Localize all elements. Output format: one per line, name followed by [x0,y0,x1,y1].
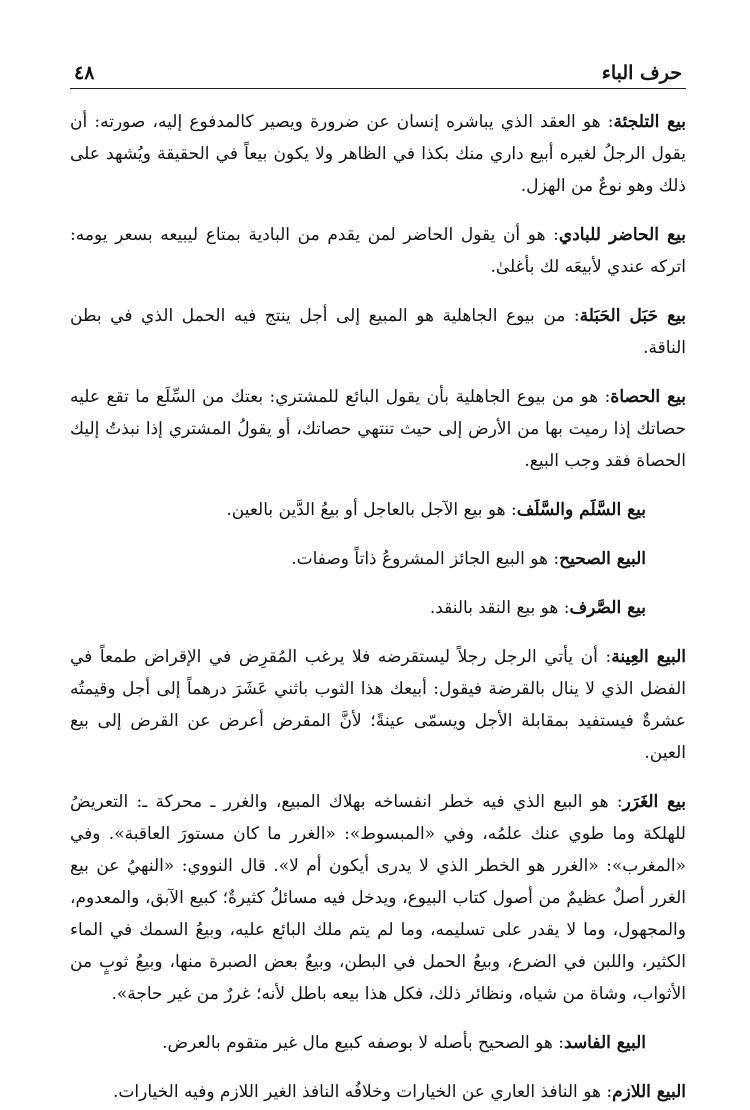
entry-term: بيع السَّلَم والسَّلَف [516,500,646,520]
entry-bay-hadir-lilbadi [70,219,686,283]
book-page [70,50,686,1110]
entry-definition: : هو بيع الآجل بالعاجل أو بيعُ الدَّين بالعين. [226,500,517,520]
entry-bay-habal-alhabala [70,300,686,364]
entry-term: البيع العِينة [611,647,687,667]
page-number: ٤٨ [74,62,95,84]
entry-term: البيع الصحيح [559,549,646,569]
entry-term: بيع التلجئة [613,112,686,132]
entry-term: بيع الحصاة [610,387,686,407]
entry-term: بيع حَبَل الحَبَلة [579,306,686,326]
entry-bay-lazim [70,1076,686,1108]
entry-definition: : هو البيع الذي فيه خطر انفساخه بهلاك المبيع، والغرر ـ محركة ـ: التعريضُ للهلكة وما طوي عنك علمُه، وفي «المبسوط»: «الغرر ما كان مستورَ العاقبة». وفي «المغرب»: «الغرر هو الخطر الذي لا يدرى أيكون أم لا». قال النووي: «النهيُ عن بيع الغرر أصلٌ عظيمٌ من أصول كتاب البيوع، ويدخل فيه مسائلُ كثيرةٌ؛ كبيع الآبق، والمعدوم، والمجهول، وما لا يقدر على تسليمه، وما لم يتم ملك البائع عليه، وبيعُ السمك في الماء الكثير، واللبن في الضرع، وبيعُ الحمل في البطن، وبيعُ بعض الصبرة منها، وبيعُ ثوبٍ من الأثواب، وشاة من شياه، ونظائر ذلك، فكل هذا بيعه باطل لأنه؛ غررٌ من غير حاجة». [70,792,686,1004]
entry-bay-fasid [70,1027,686,1059]
page-header [70,50,686,89]
entry-definition: : هو الصحيح بأصله لا بوصفه كبيع مال غير متقوم بالعرض. [162,1033,565,1053]
entry-term: بيع الصَّرف [569,598,646,618]
entry-term: بيع الغَرَر [622,792,686,812]
entry-bay-salam [70,494,686,526]
entry-definition: : هو بيع النقد بالنقد. [429,598,570,618]
entry-bay-gharar [70,786,686,1010]
entry-definition: : هو العقد الذي يباشره إنسان عن ضرورة ويصير كالمدفوع إليه، صورته: أن يقول الرجلُ لغيره أبيع داري منك بكذا في الظاهر ولا يكون بيعاً في الحقيقة ويُشهد على ذلك وهو نوعٌ من الهزل. [70,112,686,196]
entry-bay-sahih [70,543,686,575]
entry-term: بيع الحاضر للبادي [558,225,686,245]
entry-list [70,106,686,1108]
entry-bay-sarf [70,592,686,624]
entry-definition: : هو النافذ العاري عن الخيارات وخلافُه النافذ الغير اللازم وفيه الخيارات. [113,1082,613,1102]
entry-definition: : أن يأتي الرجل رجلاً ليستقرضه فلا يرغب المُقرِض في الإقراض طمعاً في الفضل الذي لا ينال بالقرضة فيقول: أبيعك هذا الثوب باثني عَشَرَ درهماً إلى أجل وقيمتُه عشرةٌ فيستفيد بمقابلة الأجل ويسمّى عينةً؛ لأنَّ المقرض أعرض عن القرض إلى بيع العين. [70,647,686,763]
entry-bay-taljia [70,106,686,202]
entry-term: البيع الفاسد [564,1033,646,1053]
entry-definition: : من بيوع الجاهلية هو المبيع إلى أجل ينتج فيه الحمل الذي في بطن الناقة. [70,306,686,358]
chapter-title: حرف الباء [601,62,682,84]
entry-term: البيع اللازم [612,1082,686,1102]
entry-definition: : هو البيع الجائز المشروعُ ذاتاً وصفات. [291,549,560,569]
entry-definition: : هو من بيوع الجاهلية بأن يقول البائع للمشتري: بعتك من السِّلَع ما تقع عليه حصاتك إذا رميت بها من الأرض إلى حيث تنتهي حصاتك، أو يقولُ المشتري إذا نبذتُ إليك الحصاة فقد وجب البيع. [70,387,686,471]
entry-definition: : هو أن يقول الحاضر لمن يقدم من البادية بمتاع ليبيعه بسعر يومه: اتركه عندي لأبيعَه لك بأغلىٰ. [70,225,686,277]
entry-bay-alhasat [70,381,686,477]
entry-bay-aina [70,641,686,769]
